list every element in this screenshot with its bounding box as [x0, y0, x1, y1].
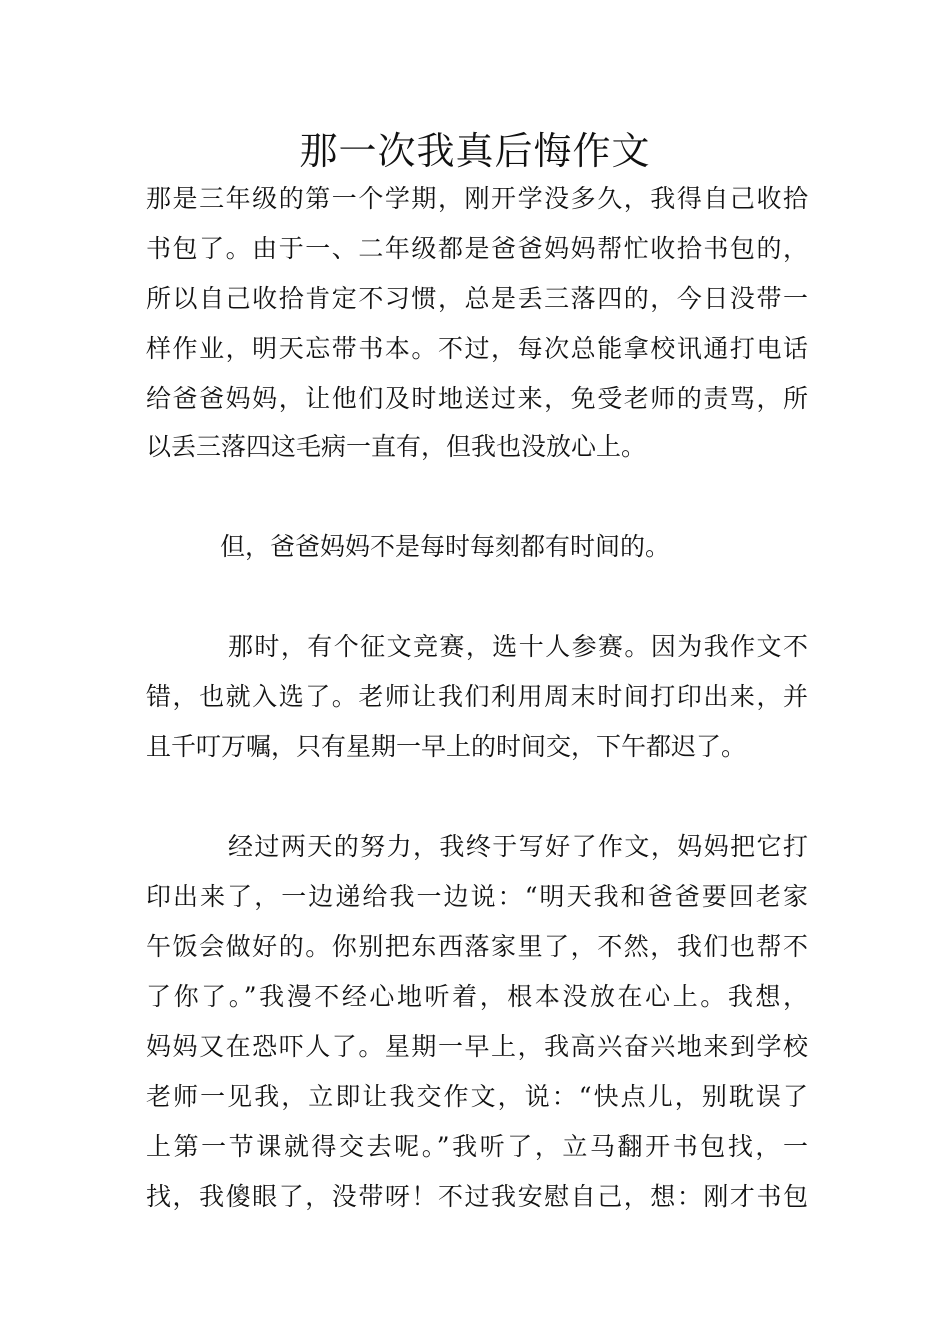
document-title: 那一次我真后悔作文	[299, 129, 651, 173]
paragraph-line: 错，也就入选了。老师让我们利用周末时间打印出来，并	[146, 682, 808, 711]
paragraph-line: 找，我傻眼了，没带呀！不过我安慰自己，想：刚才书包	[146, 1182, 808, 1211]
paragraph-line: 妈妈又在恐吓人了。星期一早上，我高兴奋兴地来到学校	[146, 1032, 808, 1061]
paragraph-line: 了你了。”我漫不经心地听着，根本没放在心上。我想，	[146, 982, 808, 1011]
paragraph-line: 经过两天的努力，我终于写好了作文，妈妈把它打	[228, 832, 808, 861]
paragraph-line: 午饭会做好的。你别把东西落家里了，不然，我们也帮不	[146, 932, 808, 961]
paragraph-line: 所以自己收拾肯定不习惯，总是丢三落四的，今日没带一	[146, 284, 808, 313]
paragraph-line: 印出来了，一边递给我一边说：“明天我和爸爸要回老家	[146, 882, 808, 911]
paragraph-line: 老师一见我，立即让我交作文，说：“快点儿，别耽误了	[146, 1082, 808, 1111]
paragraph-line: 但，爸爸妈妈不是每时每刻都有时间的。	[220, 532, 671, 561]
paragraph-line: 书包了。由于一、二年级都是爸爸妈妈帮忙收拾书包的，	[146, 234, 808, 263]
paragraph-line: 给爸爸妈妈，让他们及时地送过来，免受老师的责骂，所	[146, 384, 808, 413]
paragraph-line: 样作业，明天忘带书本。不过，每次总能拿校讯通打电话	[146, 334, 808, 363]
paragraph-line: 以丢三落四这毛病一直有，但我也没放心上。	[146, 432, 647, 461]
paragraph-line: 那是三年级的第一个学期，刚开学没多久，我得自己收拾	[146, 184, 808, 213]
paragraph-line: 且千叮万嘱，只有星期一早上的时间交，下午都迟了。	[146, 732, 747, 761]
paragraph-line: 上第一节课就得交去呢。”我听了，立马翻开书包找，一	[146, 1132, 808, 1161]
paragraph-line: 那时，有个征文竞赛，选十人参赛。因为我作文不	[228, 632, 808, 661]
